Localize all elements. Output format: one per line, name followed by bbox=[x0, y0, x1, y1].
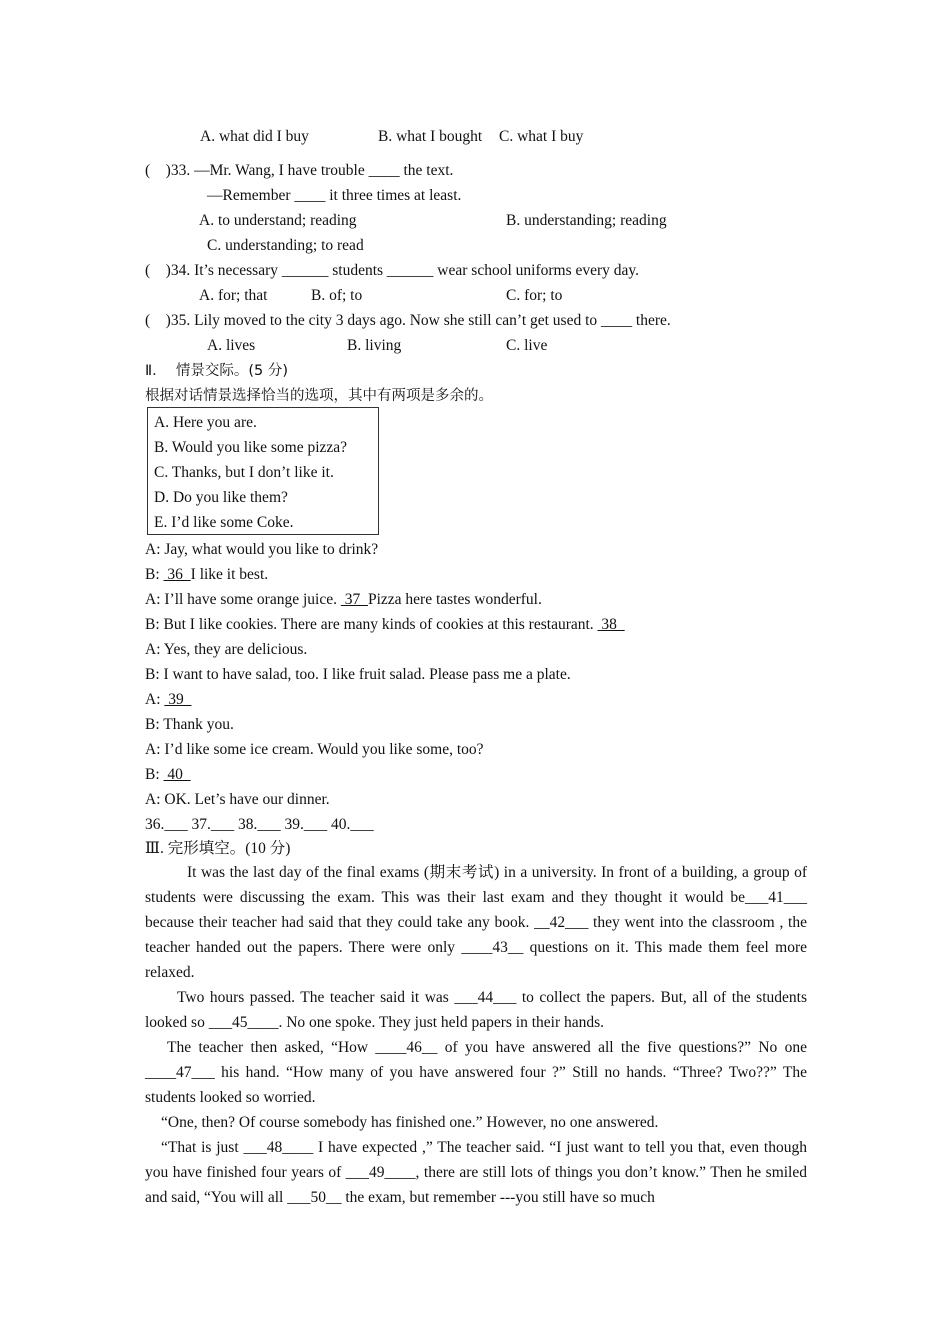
blank-38: 38 bbox=[597, 616, 625, 633]
blank-39: 39 bbox=[164, 691, 192, 708]
section3-title: Ⅲ. 完形填空。(10 分) bbox=[145, 840, 291, 857]
q35-question: ( )35. Lily moved to the city 3 days ago. Now she still can’t get used to ____ there. bbox=[145, 312, 671, 329]
option-c: C. Thanks, but I don’t like it. bbox=[154, 464, 334, 481]
q32-option-a: A. what did I buy bbox=[200, 128, 309, 145]
passage-paragraph-1: It was the last day of the final exams (期末考试) in a university. In front of a building, a group of students were discussing the exam. This was their last exam and they thought it would be___41___ because their teacher had said that they could take any book. __42___ they went into the classroom , the teacher handed out the papers. There were only ____43__ questions on it. This made them feel more relaxed. bbox=[145, 864, 807, 981]
dialog-line: A: OK. Let’s have our dinner. bbox=[145, 791, 330, 808]
q32-option-c: C. what I buy bbox=[499, 128, 584, 145]
option-b: B. Would you like some pizza? bbox=[154, 439, 348, 456]
passage-paragraph-4: “One, then? Of course somebody has finished one.” However, no one answered. bbox=[161, 1114, 659, 1131]
q33-option-a: A. to understand; reading bbox=[199, 212, 357, 229]
q33-option-b: B. understanding; reading bbox=[506, 212, 667, 229]
q33-question: ( )33. —Mr. Wang, I have trouble ____ the text. bbox=[145, 162, 454, 179]
q33-option-c: C. understanding; to read bbox=[207, 237, 364, 254]
answer-blanks: 36.___ 37.___ 38.___ 39.___ 40.___ bbox=[145, 816, 374, 833]
dialog-line: B: 36 I like it best. bbox=[145, 566, 269, 583]
dialog-line: A: Jay, what would you like to drink? bbox=[145, 541, 379, 558]
dialog-line: B: But I like cookies. There are many kinds of cookies at this restaurant. 38 bbox=[145, 616, 625, 633]
q35-option-c: C. live bbox=[506, 337, 548, 354]
blank-40: 40 bbox=[163, 766, 191, 783]
q33-question-line2: —Remember ____ it three times at least. bbox=[207, 187, 462, 204]
q34-question: ( )34. It’s necessary ______ students ______ wear school uniforms every day. bbox=[145, 262, 640, 279]
dialog-line: B: Thank you. bbox=[145, 716, 234, 733]
passage-paragraph-2: Two hours passed. The teacher said it was ___44___ to collect the papers. But, all of the students looked so ___45____. No one spoke. They just held papers in their hands. bbox=[145, 989, 807, 1031]
dialog-line: A: Yes, they are delicious. bbox=[145, 641, 308, 658]
dialog-line: A: 39 bbox=[145, 691, 192, 708]
passage-paragraph-3: The teacher then asked, “How ____46__ of you have answered all the five questions?” No one ____47___ his hand. “How many of you have answered four ?” Still no hands. “Three? Two??” The students looked so worried. bbox=[145, 1039, 807, 1106]
dialog-line: B: 40 bbox=[145, 766, 191, 783]
dialog-line: A: I’ll have some orange juice. 37 Pizza here tastes wonderful. bbox=[145, 591, 542, 608]
blank-37: 37 bbox=[340, 591, 368, 608]
passage-paragraph-5: “That is just ___48____ I have expected ,” The teacher said. “I just want to tell you that, even though you have finished four years of ___49____, there are still lots of things you don’t know.” Then he smiled and said, “You will all ___50__ the exam, but remember ---you still have so much bbox=[145, 1139, 807, 1206]
q34-option-a: A. for; that bbox=[199, 287, 268, 304]
dialog-line: A: I’d like some ice cream. Would you like some, too? bbox=[145, 741, 484, 758]
section2-instruction: 根据对话情景选择恰当的选项，其中有两项是多余的。 bbox=[145, 388, 493, 404]
q35-option-a: A. lives bbox=[207, 337, 256, 354]
option-a: A. Here you are. bbox=[154, 414, 257, 431]
section2-title: Ⅱ． 情景交际。(5 分) bbox=[145, 363, 289, 379]
dialog-line: B: I want to have salad, too. I like fruit salad. Please pass me a plate. bbox=[145, 666, 571, 683]
blank-36: 36 bbox=[163, 566, 191, 583]
q35-option-b: B. living bbox=[347, 337, 402, 354]
q34-option-c: C. for; to bbox=[506, 287, 563, 304]
q32-option-b: B. what I bought bbox=[378, 128, 483, 145]
option-d: D. Do you like them? bbox=[154, 489, 288, 506]
q34-option-b: B. of; to bbox=[311, 287, 363, 304]
option-e: E. I’d like some Coke. bbox=[154, 514, 294, 531]
